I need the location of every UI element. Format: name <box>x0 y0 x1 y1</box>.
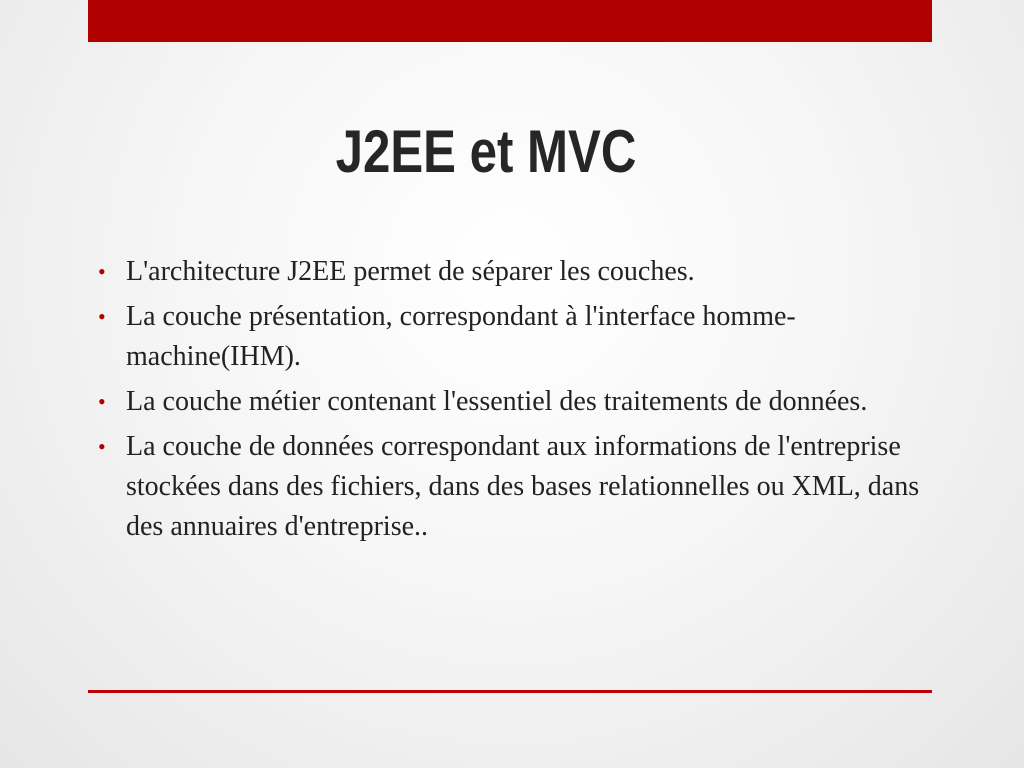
bullet-text-2: La couche présentation, correspondant à l'interface homme-machine(IHM). <box>126 301 796 372</box>
bottom-accent-rule <box>88 690 932 693</box>
bullet-item-3 <box>96 382 926 422</box>
bullet-text-4: La couche de données correspondant aux informations de l'entreprise stockées dans des fichiers, dans des bases relationnelles ou XML, dans des annuaires d'entreprise.. <box>126 431 920 542</box>
bullet-item-2 <box>96 297 926 377</box>
bullet-text-3: La couche métier contenant l'essentiel des traitements de données. <box>126 386 868 417</box>
bullet-list <box>96 252 926 552</box>
bullet-item-1 <box>96 252 926 292</box>
bullet-item-4 <box>96 427 926 547</box>
bullet-dot-icon: • <box>98 434 106 459</box>
bullet-text-1: L'architecture J2EE permet de séparer les couches. <box>126 256 695 287</box>
bullet-dot-icon: • <box>98 259 106 284</box>
bullet-dot-icon: • <box>98 304 106 329</box>
slide-title: J2EE et MVC <box>335 118 637 185</box>
bullet-dot-icon: • <box>98 389 106 414</box>
top-accent-band <box>88 0 932 42</box>
